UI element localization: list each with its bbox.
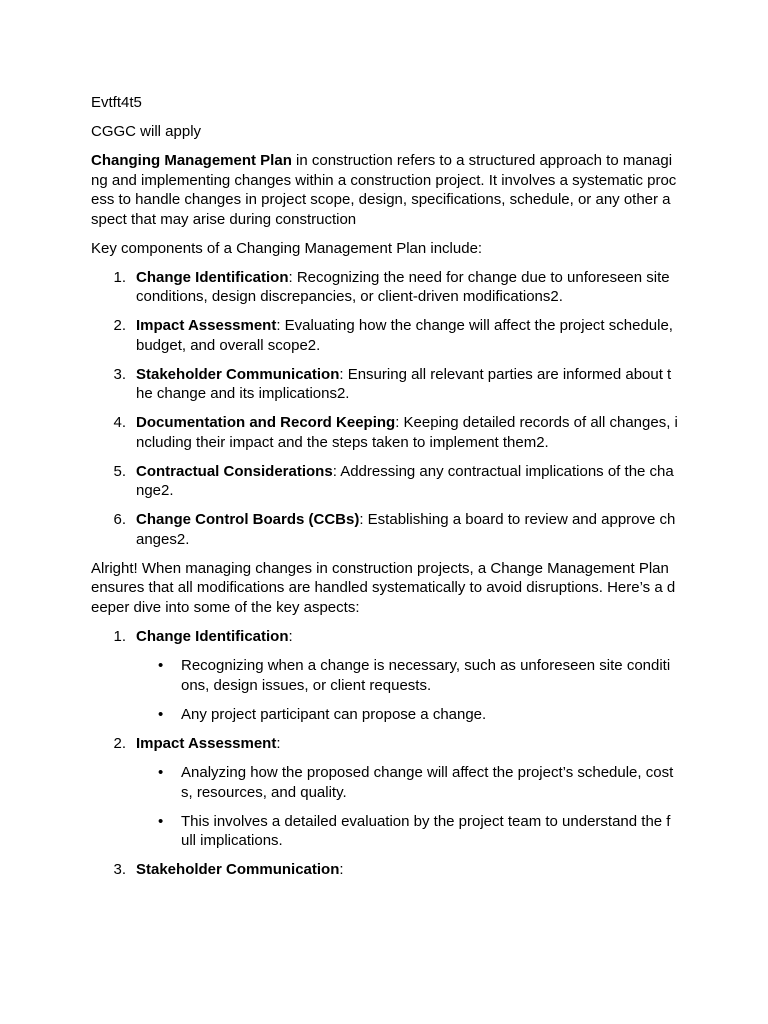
item-text: : Evaluating how the change will affect the project schedule, budget, and overall scope2.: [136, 317, 673, 354]
deeper-dive-paragraph: Alright! When managing changes in construction projects, a Change Management Plan ensures that all modifications are handled systematically to avoid disruptions. Here’s a deeper dive into some of the key aspects:: [91, 559, 676, 616]
list-item: [91, 316, 678, 355]
item-number: 3.: [113, 365, 126, 383]
item-term: Contractual Considerations: [136, 462, 333, 480]
item-term: Impact Assessment: [136, 734, 277, 752]
item-number: 4.: [113, 414, 126, 431]
item-term: Documentation and Record Keeping: [136, 414, 396, 431]
item-term: Stakeholder Communication: [136, 861, 340, 878]
item-text: :: [288, 627, 293, 645]
item-number: 1.: [113, 627, 126, 645]
list-item: [91, 413, 678, 452]
bullet-item: • Analyzing how the proposed change will affect the project’s schedule, costs, resources, and quality.: [136, 763, 678, 802]
list-item: [91, 510, 678, 549]
list-item: [91, 734, 678, 851]
item-text: :: [276, 734, 281, 752]
item-text: : Keeping detailed records of all changes, including their impact and the steps taken to implement them2.: [136, 414, 678, 451]
item-number: 2.: [113, 734, 126, 752]
line-evtft4t5: Evtft4t5: [91, 94, 142, 111]
intro-text: in construction refers to a structured approach to managing and implementing changes within a construction project. It involves a systematic process to handle changes in project scope, design, specifications, schedule, or any other aspect that may arise during construction: [91, 152, 677, 228]
item-number: 1.: [113, 268, 126, 286]
item-term: Change Identification: [136, 627, 289, 645]
list-item: [91, 268, 678, 307]
item-text: :: [339, 861, 344, 878]
sub-bullet-list: [136, 656, 678, 724]
item-number: 2.: [113, 317, 126, 334]
document-page: [91, 93, 678, 889]
key-components-list: [91, 268, 678, 550]
item-term: Impact Assessment: [136, 317, 277, 334]
line-cggc-apply: CGGC will apply: [91, 123, 202, 140]
bullet-item: • Recognizing when a change is necessary, such as unforeseen site conditions, design issues, or client requests.: [136, 656, 678, 695]
item-text: : Recognizing the need for change due to unforeseen site conditions, design discrepancies, or client-driven modifications2.: [136, 268, 670, 305]
list-item: [91, 627, 678, 725]
deeper-dive-list: [91, 627, 678, 880]
list-item: [91, 462, 678, 501]
item-text: : Establishing a board to review and approve changes2.: [136, 511, 676, 548]
key-components-heading: Key components of a Changing Management Plan include:: [91, 239, 483, 257]
item-number: 3.: [113, 861, 126, 878]
item-term: Change Control Boards (CCBs): [136, 511, 360, 528]
list-item: [91, 365, 678, 404]
item-text: : Ensuring all relevant parties are informed about the change and its implications2.: [136, 365, 672, 402]
intro-paragraph: [91, 151, 678, 229]
list-item: [91, 860, 678, 880]
item-term: Change Identification: [136, 268, 289, 286]
item-number: 5.: [113, 462, 126, 480]
intro-bold-term: Changing Management Plan: [91, 152, 292, 169]
bullet-item: • Any project participant can propose a change.: [136, 705, 678, 725]
item-text: : Addressing any contractual implications of the change2.: [136, 462, 674, 499]
item-number: 6.: [113, 511, 126, 528]
item-term: Stakeholder Communication: [136, 365, 340, 383]
bullet-item: • This involves a detailed evaluation by the project team to understand the full implications.: [136, 812, 678, 851]
sub-bullet-list: [136, 763, 678, 851]
